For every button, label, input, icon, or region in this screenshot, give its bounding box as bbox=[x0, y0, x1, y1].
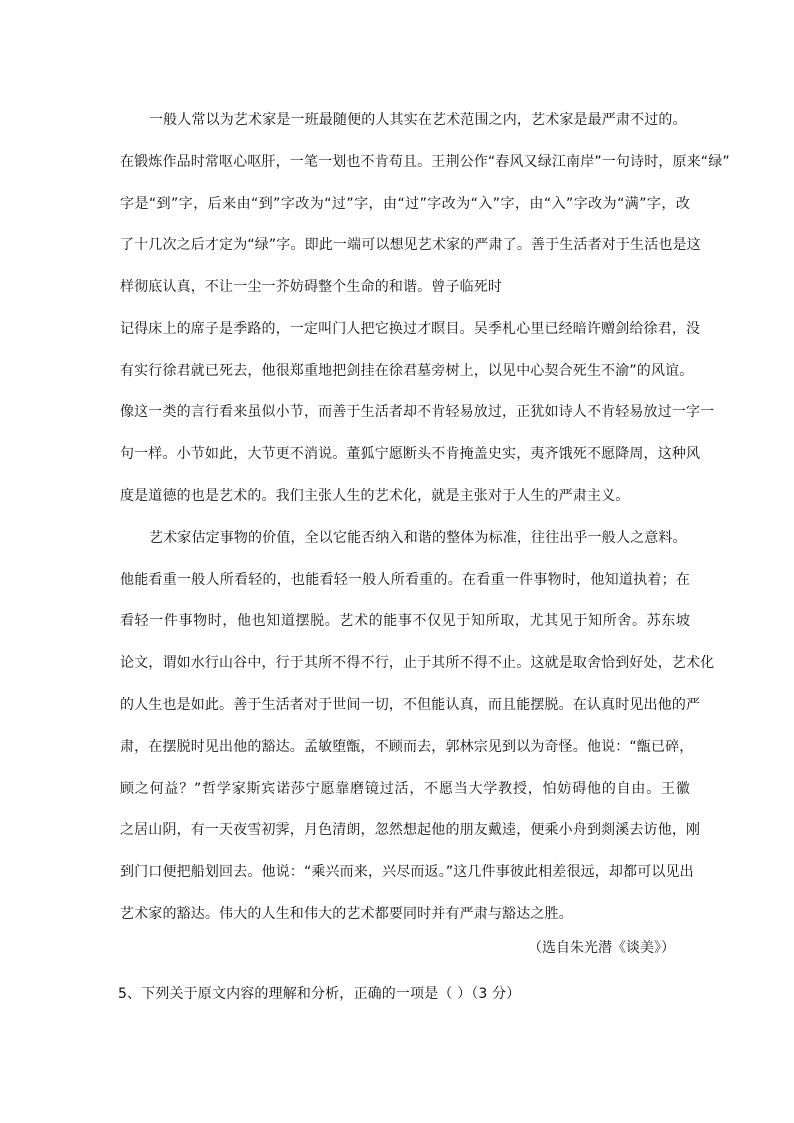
article-line-19: 到门口便把船划回去。他说：“乘兴而来，兴尽而返。”这几件事彼此相差很远，却都可以见出 bbox=[120, 864, 694, 880]
article-line-15: 的人生也是如此。善于生活者对于世间一切，不但能认真，而且能摆脱。在认真时见出他的严 bbox=[120, 697, 701, 713]
article-line-17: 顾之何益？”哲学家斯宾诺莎宁愿靠磨镜过活，不愿当大学教授，怕妨碍他的自由。王徽 bbox=[120, 781, 690, 797]
question-5: 5、下列关于原文内容的理解和分析，正确的一项是（ ）（3 分） bbox=[118, 986, 521, 1002]
article-line-6: 记得床上的席子是季路的，一定叫门人把它换过才瞑目。吴季札心里已经暗许赠剑给徐君，没 bbox=[120, 321, 701, 337]
article-line-18: 之居山阴，有一天夜雪初霁，月色清朗，忽然想起他的朋友戴逵，便乘小舟到剡溪去访他，刚 bbox=[120, 822, 701, 838]
article-line-4: 了十几次之后才定为“绿”字。即此一端可以想见艺术家的严肃了。善于生活者对于生活也是这 bbox=[120, 237, 701, 253]
article-line-11: 艺术家估定事物的价值，全以它能否纳入和谐的整体为标准，往往出乎一般人之意料。 bbox=[149, 530, 687, 546]
article-line-9: 句一样。小节如此，大节更不消说。董狐宁愿断头不肯掩盖史实，夷齐饿死不愿降周，这种风 bbox=[120, 446, 701, 462]
article-line-8: 像这一类的言行看来虽似小节，而善于生活者却不肯轻易放过，正犹如诗人不肯轻易放过一字一 bbox=[120, 404, 715, 420]
article-line-1: 一般人常以为艺术家是一班最随便的人其实在艺术范围之内，艺术家是最严肃不过的。 bbox=[149, 112, 687, 128]
article-line-3: 字是“到”字，后来由“到”字改为“过”字，由“过”字改为“入”字，由“入”字改为“满”字，改 bbox=[120, 196, 690, 212]
article-line-12: 他能看重一般人所看轻的，也能看轻一般人所看重的。在看重一件事物时，他知道执着；在 bbox=[120, 572, 690, 588]
article-line-10: 度是道德的也是艺术的。我们主张人生的艺术化，就是主张对于人生的严肃主义。 bbox=[120, 488, 630, 504]
article-line-16: 肃，在摆脱时见出他的豁达。孟敏堕甑，不顾而去，郭林宗见到以为奇怪。他说：“甑已碎， bbox=[120, 739, 694, 755]
article-source: （选自朱光潜《谈美》） bbox=[528, 940, 675, 956]
article-line-2: 在锻炼作品时常呕心呕肝，一笔一划也不肯苟且。王荆公作“春风又绿江南岸”一句诗时，原来“绿” bbox=[120, 154, 730, 170]
article-line-5: 样彻底认真，不让一尘一芥妨碍整个生命的和谐。曾子临死时 bbox=[120, 279, 503, 295]
article-line-20: 艺术家的豁达。伟大的人生和伟大的艺术都要同时并有严肃与豁达之胜。 bbox=[120, 906, 573, 922]
article-line-13: 看轻一件事物时，他也知道摆脱。艺术的能事不仅见于知所取，尤其见于知所舍。苏东坡 bbox=[120, 613, 690, 629]
article-line-14: 论文，谓如水行山谷中，行于其所不得不行，止于其所不得不止。这就是取舍恰到好处，艺术化 bbox=[120, 655, 715, 671]
article-line-7: 有实行徐君就已死去，他很郑重地把剑挂在徐君墓旁树上，以见中心契合死生不渝”的风谊。 bbox=[120, 363, 694, 379]
